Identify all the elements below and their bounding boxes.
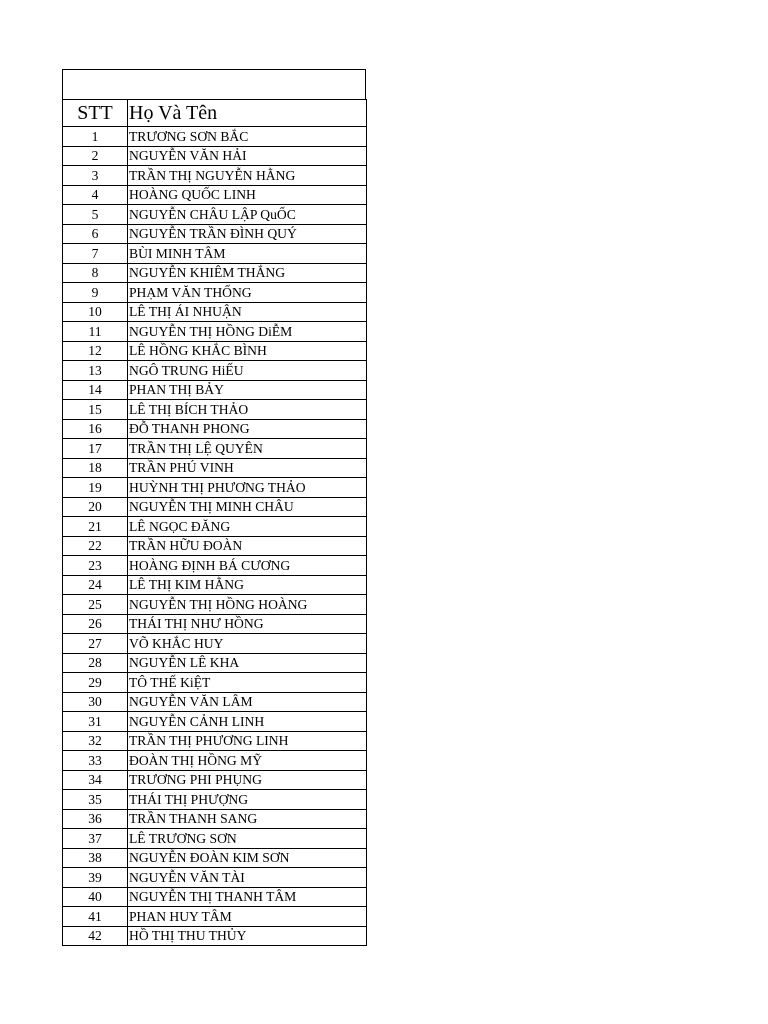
row-stt: 17 xyxy=(63,439,128,459)
row-stt: 22 xyxy=(63,536,128,556)
row-stt: 5 xyxy=(63,205,128,225)
row-name: HOÀNG ĐỊNH BÁ CƯƠNG xyxy=(128,556,367,576)
table-row xyxy=(63,556,367,576)
table-row xyxy=(63,517,367,537)
row-name: NGUYỄN TRẦN ĐÌNH QUÝ xyxy=(128,224,367,244)
row-stt: 40 xyxy=(63,887,128,907)
row-name: LÊ THỊ KIM HẰNG xyxy=(128,575,367,595)
table-row xyxy=(63,146,367,166)
table-row xyxy=(63,439,367,459)
row-stt: 35 xyxy=(63,790,128,810)
row-stt: 30 xyxy=(63,692,128,712)
row-stt: 6 xyxy=(63,224,128,244)
table-row xyxy=(63,790,367,810)
table-row xyxy=(63,419,367,439)
row-stt: 23 xyxy=(63,556,128,576)
table-row xyxy=(63,341,367,361)
row-name: PHAN THỊ BẢY xyxy=(128,380,367,400)
row-name: NGUYỄN VĂN LÂM xyxy=(128,692,367,712)
row-stt: 12 xyxy=(63,341,128,361)
table-row xyxy=(63,614,367,634)
table-row xyxy=(63,224,367,244)
spreadsheet-page xyxy=(62,69,366,946)
row-stt: 32 xyxy=(63,731,128,751)
table-row xyxy=(63,322,367,342)
row-name: TRƯƠNG PHI PHỤNG xyxy=(128,770,367,790)
row-name: NGUYỄN THỊ HỒNG DiỄM xyxy=(128,322,367,342)
row-stt: 33 xyxy=(63,751,128,771)
student-list-table xyxy=(62,99,367,946)
header-stt: STT xyxy=(63,100,128,127)
table-row xyxy=(63,653,367,673)
row-stt: 37 xyxy=(63,829,128,849)
table-row xyxy=(63,458,367,478)
row-stt: 19 xyxy=(63,478,128,498)
row-stt: 41 xyxy=(63,907,128,927)
row-name: TÔ THẾ KiỆT xyxy=(128,673,367,693)
row-name: HOÀNG QUỐC LINH xyxy=(128,185,367,205)
row-name: NGUYỄN CẢNH LINH xyxy=(128,712,367,732)
table-row xyxy=(63,380,367,400)
table-row xyxy=(63,478,367,498)
table-row xyxy=(63,400,367,420)
row-stt: 39 xyxy=(63,868,128,888)
table-row xyxy=(63,166,367,186)
row-name: TRẦN PHÚ VINH xyxy=(128,458,367,478)
empty-title-row xyxy=(62,69,366,99)
table-row xyxy=(63,809,367,829)
row-stt: 26 xyxy=(63,614,128,634)
row-stt: 11 xyxy=(63,322,128,342)
table-row xyxy=(63,302,367,322)
table-row xyxy=(63,205,367,225)
row-stt: 34 xyxy=(63,770,128,790)
row-name: TRƯƠNG SƠN BẮC xyxy=(128,127,367,147)
table-row xyxy=(63,185,367,205)
row-stt: 38 xyxy=(63,848,128,868)
row-name: TRẦN HỮU ĐOÀN xyxy=(128,536,367,556)
row-stt: 36 xyxy=(63,809,128,829)
row-name: TRẦN THỊ NGUYỄN HẰNG xyxy=(128,166,367,186)
row-stt: 9 xyxy=(63,283,128,303)
row-name: PHAN HUY TÂM xyxy=(128,907,367,927)
row-name: LÊ THỊ BÍCH THẢO xyxy=(128,400,367,420)
table-row xyxy=(63,926,367,946)
row-stt: 1 xyxy=(63,127,128,147)
row-stt: 15 xyxy=(63,400,128,420)
table-row xyxy=(63,751,367,771)
header-row xyxy=(63,100,367,127)
table-row xyxy=(63,634,367,654)
row-name: TRẦN THỊ PHƯƠNG LINH xyxy=(128,731,367,751)
row-stt: 21 xyxy=(63,517,128,537)
row-name: VÕ KHẮC HUY xyxy=(128,634,367,654)
table-row xyxy=(63,263,367,283)
row-stt: 27 xyxy=(63,634,128,654)
table-row xyxy=(63,868,367,888)
table-body xyxy=(63,127,367,946)
row-name: NGUYỄN KHIÊM THẮNG xyxy=(128,263,367,283)
row-stt: 42 xyxy=(63,926,128,946)
row-stt: 10 xyxy=(63,302,128,322)
table-row xyxy=(63,497,367,517)
row-name: TRẦN THANH SANG xyxy=(128,809,367,829)
table-row xyxy=(63,712,367,732)
row-name: HUỲNH THỊ PHƯƠNG THẢO xyxy=(128,478,367,498)
table-row xyxy=(63,848,367,868)
row-stt: 25 xyxy=(63,595,128,615)
row-stt: 16 xyxy=(63,419,128,439)
row-name: PHẠM VĂN THỐNG xyxy=(128,283,367,303)
row-name: LÊ THỊ ÁI NHUẬN xyxy=(128,302,367,322)
row-name: NGUYỄN THỊ THANH TÂM xyxy=(128,887,367,907)
row-name: NGUYỄN VĂN TÀI xyxy=(128,868,367,888)
row-name: BÙI MINH TÂM xyxy=(128,244,367,264)
table-row xyxy=(63,361,367,381)
row-name: LÊ TRƯƠNG SƠN xyxy=(128,829,367,849)
table-row xyxy=(63,127,367,147)
table-row xyxy=(63,673,367,693)
row-stt: 24 xyxy=(63,575,128,595)
table-row xyxy=(63,244,367,264)
table-row xyxy=(63,887,367,907)
row-name: NGÔ TRUNG HiẾU xyxy=(128,361,367,381)
row-stt: 31 xyxy=(63,712,128,732)
table-row xyxy=(63,731,367,751)
row-name: NGUYỄN ĐOÀN KIM SƠN xyxy=(128,848,367,868)
row-name: ĐOÀN THỊ HỒNG MỸ xyxy=(128,751,367,771)
row-name: THÁI THỊ PHƯỢNG xyxy=(128,790,367,810)
row-stt: 2 xyxy=(63,146,128,166)
row-name: TRẦN THỊ LỆ QUYÊN xyxy=(128,439,367,459)
row-stt: 28 xyxy=(63,653,128,673)
row-name: NGUYỄN CHÂU LẬP QuỐC xyxy=(128,205,367,225)
row-stt: 20 xyxy=(63,497,128,517)
row-name: HỒ THỊ THU THỦY xyxy=(128,926,367,946)
row-stt: 4 xyxy=(63,185,128,205)
row-name: NGUYỄN LÊ KHA xyxy=(128,653,367,673)
row-name: NGUYỄN THỊ HỒNG HOÀNG xyxy=(128,595,367,615)
row-stt: 18 xyxy=(63,458,128,478)
table-row xyxy=(63,536,367,556)
table-row xyxy=(63,692,367,712)
row-stt: 29 xyxy=(63,673,128,693)
row-stt: 8 xyxy=(63,263,128,283)
row-name: LÊ NGỌC ĐĂNG xyxy=(128,517,367,537)
table-row xyxy=(63,595,367,615)
row-stt: 14 xyxy=(63,380,128,400)
row-stt: 13 xyxy=(63,361,128,381)
table-row xyxy=(63,829,367,849)
row-stt: 3 xyxy=(63,166,128,186)
table-row xyxy=(63,770,367,790)
row-name: NGUYỄN THỊ MINH CHÂU xyxy=(128,497,367,517)
row-name: LÊ HỒNG KHẮC BÌNH xyxy=(128,341,367,361)
table-row xyxy=(63,907,367,927)
row-name: NGUYỄN VĂN HẢI xyxy=(128,146,367,166)
row-name: ĐỖ THANH PHONG xyxy=(128,419,367,439)
table-row xyxy=(63,575,367,595)
row-stt: 7 xyxy=(63,244,128,264)
row-name: THÁI THỊ NHƯ HỒNG xyxy=(128,614,367,634)
table-row xyxy=(63,283,367,303)
header-name: Họ Và Tên xyxy=(128,100,367,127)
